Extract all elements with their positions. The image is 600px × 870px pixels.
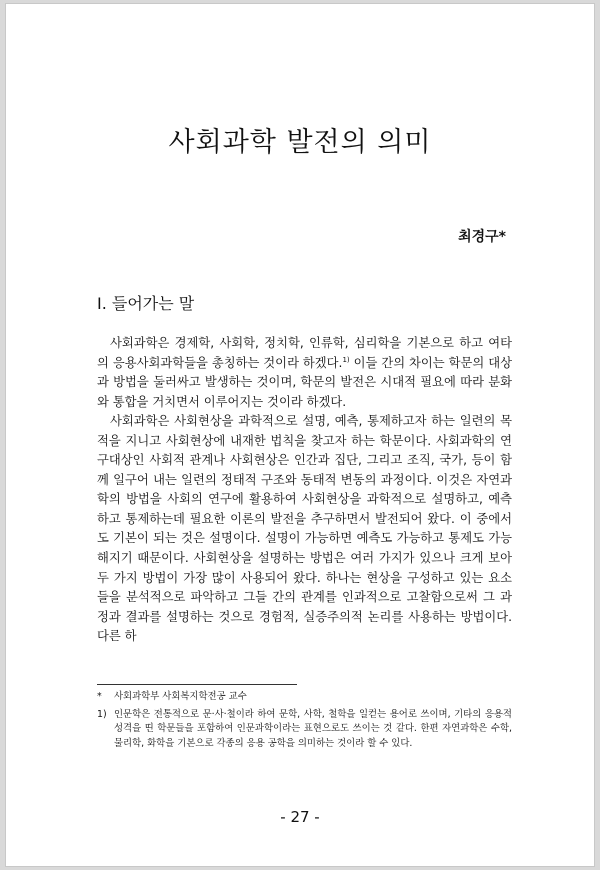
footnote-item <box>97 690 512 705</box>
paragraph-text: 이들 간의 차이는 학문의 대상과 방법을 둘러싸고 발생하는 것이며, 학문의 발전은 시대적 필요에 따라 분화와 통합을 거치면서 이루어지는 것이라 하겠다. <box>97 355 512 409</box>
body-text <box>97 334 512 647</box>
document-page <box>6 4 594 866</box>
page-number: - 27 - <box>280 808 320 826</box>
section-heading: Ⅰ. 들어가는 말 <box>97 294 195 313</box>
paragraph: 사회과학은 사회현상을 과학적으로 설명, 예측, 통제하고자 하는 일련의 목적을 지니고 사회현상에 내재한 법칙을 찾고자 하는 학문이다. 사회과학의 연구대상인 사회적 관계나 사회현상은 인간과 집단, 그리고 조직, 국가, 등이 함께 일구어 내는 일련의 정태적 구조와 동태적 변동의 과정이다. 이것은 자연과학의 방법을 사회의 연구에 활용하여 사회현상을 과학적으로 설명하고, 예측하고 통제하는데 필요한 이론의 발전을 추구하면서 발전되어 왔다. 이 중에서도 기본이 되는 것은 설명이다. 설명이 가능하면 예측도 가능하고 통제도 가능해지기 때문이다. 사회현상을 설명하는 방법은 여러 가지가 있으나 크게 보아 두 가지 방법이 가장 많이 사용되어 왔다. 하나는 현상을 구성하고 있는 요소들을 분석적으로 파악하고 그들 간의 관계를 인과적으로 고찰함으로써 그 과정과 결과를 설명하는 것으로 경험적, 실증주의적 논리를 사용하는 방법이다. 다른 하 <box>97 414 512 644</box>
page-title: 사회과학 발전의 의미 <box>168 127 432 158</box>
footnote-mark: 1) <box>97 708 107 720</box>
footnote-text: 사회과학부 사회복지학전공 교수 <box>114 691 247 702</box>
footnotes <box>97 690 512 751</box>
paragraph-text: 사회과학은 경제학, 사회학, 정치학, 인류학, 심리학을 기본으로 하고 여타의 응용사회과학들을 총칭하는 것이라 하겠다. <box>97 336 512 370</box>
footnote-reference: 1) <box>342 355 350 364</box>
footnote-divider <box>97 684 297 685</box>
paragraph <box>97 334 512 412</box>
footnote-text: 인문학은 전통적으로 문·사·철이라 하여 문학, 사학, 철학을 일컫는 용어로 쓰이며, 기타의 응용적 성격을 띤 학문들을 포함하여 인문과학이라는 표현으로도 쓰이는 것 같다. 한편 자연과학은 수학, 물리학, 화학을 기본으로 각종의 응용 공학을 의미하는 것이라 할 수 있다. <box>114 708 512 749</box>
footnote-mark: * <box>97 691 102 702</box>
author-name: 최경구* <box>458 229 506 245</box>
footnote-item <box>97 708 512 752</box>
